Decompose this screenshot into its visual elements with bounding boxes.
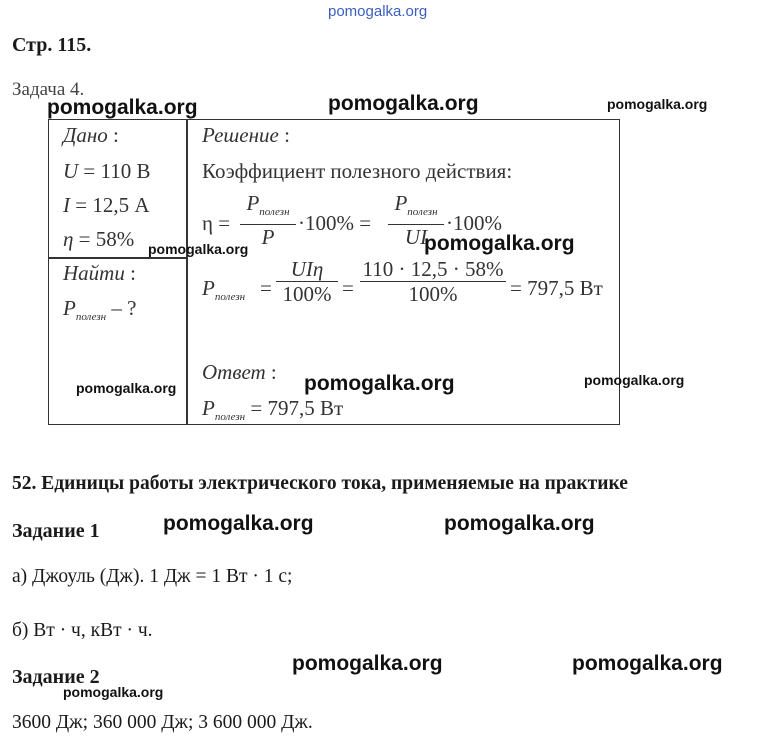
find-unknown: $P_{полезн}$ – ? bbox=[63, 296, 137, 323]
solution-line1: Коэффициент полезного действия: bbox=[202, 159, 513, 183]
formula2-result: = 797,5 Вт bbox=[510, 276, 603, 300]
watermark: pomogalka.org bbox=[424, 232, 575, 255]
watermark: pomogalka.org bbox=[63, 684, 164, 700]
task1-answer-b: б) Вт · ч, кВт · ч. bbox=[12, 620, 153, 641]
formula1-mul1: ·100% = bbox=[298, 211, 372, 235]
solution-label: Решение : bbox=[202, 123, 290, 147]
given-efficiency: η = 58% bbox=[63, 227, 135, 251]
find-label: Найти : bbox=[63, 261, 136, 285]
formula1-fraction-a: $P_{полезн}$ P bbox=[240, 192, 296, 248]
formula2-eq1: = bbox=[260, 276, 272, 300]
page-heading: Стр. 115. bbox=[12, 34, 92, 56]
watermark: pomogalka.org bbox=[292, 652, 443, 675]
watermark: pomogalka.org bbox=[76, 380, 177, 396]
given-label: Дано : bbox=[63, 123, 119, 147]
watermark: pomogalka.org bbox=[47, 96, 198, 119]
formula1-mul2: ·100% bbox=[446, 211, 502, 235]
watermark: pomogalka.org bbox=[163, 512, 314, 535]
task-title: Задача 4. bbox=[12, 79, 85, 100]
section-52-title: 52. Единицы работы электрического тока, применяемые на практике bbox=[12, 473, 628, 494]
watermark: pomogalka.org bbox=[444, 512, 595, 535]
watermark-top: pomogalka.org bbox=[328, 3, 428, 20]
task2-title: Задание 2 bbox=[12, 666, 100, 688]
watermark: pomogalka.org bbox=[607, 96, 708, 112]
answer-label: Ответ : bbox=[202, 360, 277, 384]
formula2-eq2: = bbox=[342, 276, 354, 300]
task1-title: Задание 1 bbox=[12, 520, 100, 542]
task2-answer: 3600 Дж; 360 000 Дж; 3 600 000 Дж. bbox=[12, 712, 313, 733]
answer-value: $P_{полезн} = 797,5$ Вт bbox=[202, 396, 344, 423]
given-current: I = 12,5 А bbox=[63, 193, 150, 217]
watermark: pomogalka.org bbox=[328, 92, 479, 115]
watermark: pomogalka.org bbox=[584, 372, 685, 388]
formula2-fraction-d: 110 · 12,5 · 58% 100% bbox=[360, 258, 506, 305]
table-divider-vertical bbox=[186, 119, 188, 424]
formula2-fraction-c: UIη 100% bbox=[276, 258, 338, 305]
task1-answer-a: а) Джоуль (Дж). 1 Дж = 1 Вт · 1 с; bbox=[12, 566, 293, 587]
watermark: pomogalka.org bbox=[572, 652, 723, 675]
formula1-lhs: η = bbox=[202, 211, 231, 235]
formula1-fraction-b: $P_{полезн}$ UI bbox=[388, 192, 444, 248]
watermark: pomogalka.org bbox=[304, 372, 455, 395]
given-voltage: U = 110 В bbox=[63, 159, 151, 183]
formula2-lhs: $P_{полезн}$ bbox=[202, 276, 246, 303]
watermark: pomogalka.org bbox=[148, 241, 249, 257]
table-divider-horizontal bbox=[48, 257, 187, 259]
